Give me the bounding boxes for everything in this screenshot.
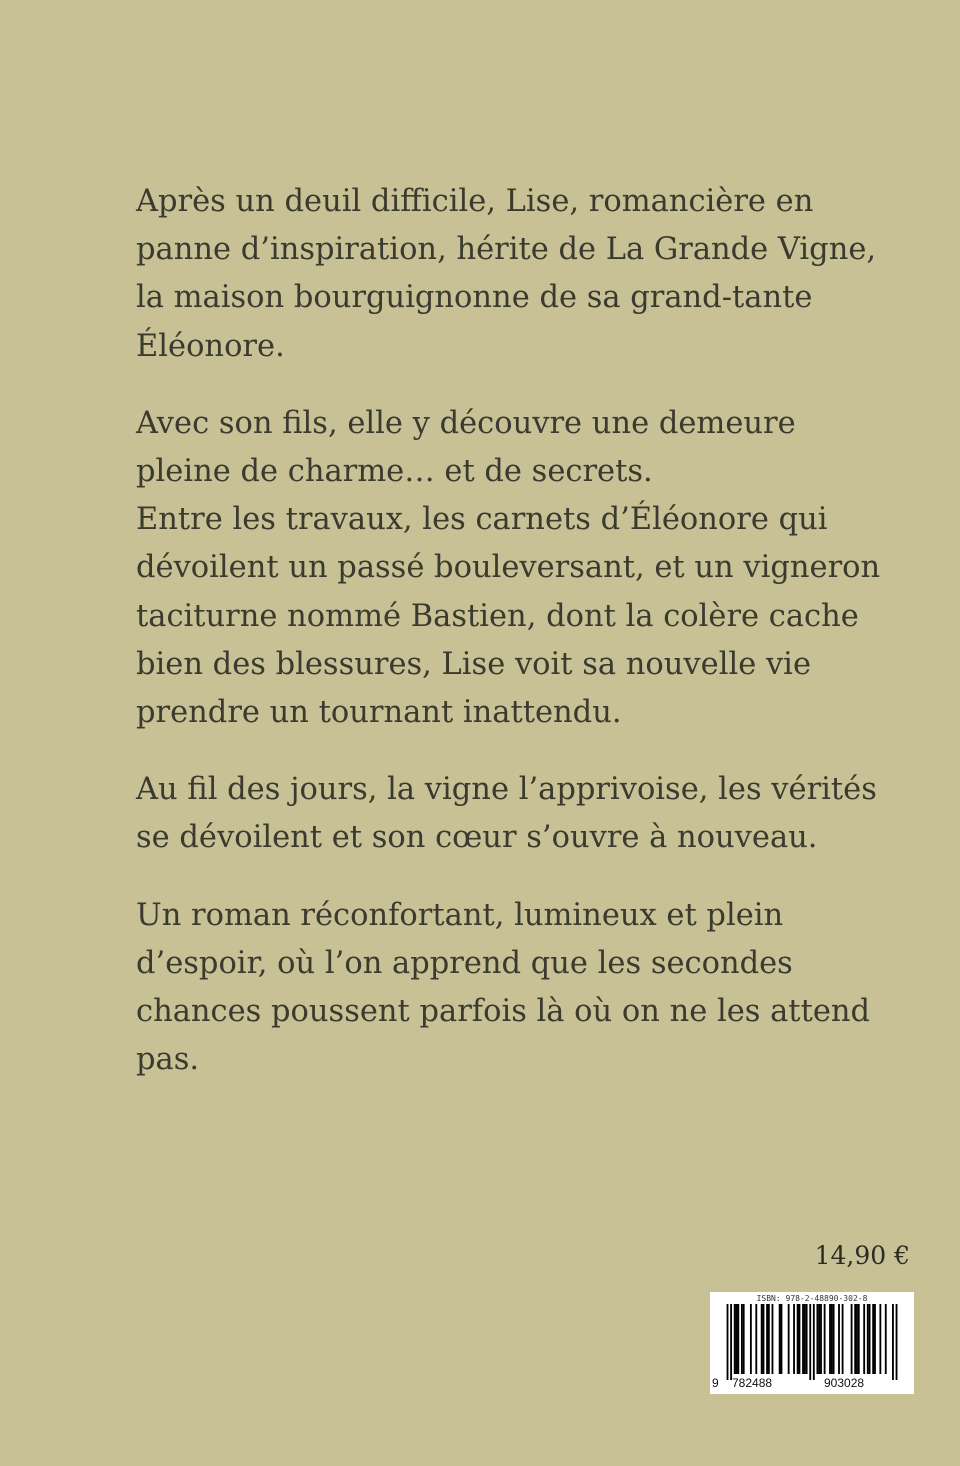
barcode-bar xyxy=(788,1304,790,1374)
blurb-line: Après un deuil difficile, Lise, romancière en xyxy=(136,184,814,219)
barcode-bar xyxy=(755,1304,757,1374)
blurb-paragraph-2 xyxy=(136,400,881,737)
barcode-bar xyxy=(863,1304,865,1374)
barcode-bar xyxy=(793,1304,795,1374)
blurb-line: bien des blessures, Lise voit sa nouvelle vie xyxy=(136,646,811,682)
back-cover-blurb xyxy=(136,178,881,1113)
barcode-bar xyxy=(730,1304,732,1380)
barcode-bar xyxy=(820,1304,822,1374)
barcode-bar xyxy=(768,1304,770,1374)
barcode-bar xyxy=(779,1304,781,1374)
barcode-bar xyxy=(885,1304,887,1374)
blurb-line: chances poussent parfois là où on ne les attend xyxy=(136,994,871,1030)
barcode-left-digits: 782488 xyxy=(732,1376,773,1390)
barcode-bar xyxy=(854,1304,856,1374)
barcode-bar xyxy=(806,1304,808,1374)
barcode-bar xyxy=(869,1304,871,1374)
barcode-right-digits: 903028 xyxy=(824,1376,865,1390)
barcode-bar xyxy=(743,1304,745,1374)
isbn-label: ISBN: 978-2-48890-302-8 xyxy=(756,1294,868,1303)
blurb-paragraph-4 xyxy=(136,892,876,1085)
barcode-bar xyxy=(872,1304,874,1374)
barcode-bar xyxy=(741,1304,743,1374)
barcode-bar xyxy=(727,1304,729,1380)
blurb-line: Au fil des jours, la vigne l’apprivoise, les vérités xyxy=(136,772,877,808)
barcode-bar xyxy=(831,1304,833,1374)
barcode-bar xyxy=(737,1304,739,1374)
barcode-bar xyxy=(874,1304,876,1374)
blurb-line: d’espoir, où l’on apprend que les secondes xyxy=(136,945,793,981)
barcode-bar xyxy=(824,1304,826,1374)
barcode-bar xyxy=(867,1304,869,1374)
blurb-line: Entre les travaux, les carnets d’Éléonore qui xyxy=(136,502,828,538)
blurb-paragraph-3 xyxy=(136,766,876,862)
blurb-line: se dévoilent et son cœur s’ouvre à nouveau. xyxy=(136,820,818,856)
blurb-line: Un roman réconfortant, lumineux et plein xyxy=(136,897,784,933)
blurb-line: prendre un tournant inattendu. xyxy=(136,695,622,731)
blurb-line: la maison bourguignonne de sa grand-tante xyxy=(136,280,813,316)
barcode-bar xyxy=(838,1304,840,1374)
barcode-bar xyxy=(761,1304,763,1374)
price-label: 14,90 € xyxy=(814,1241,910,1270)
barcode-bar xyxy=(816,1304,818,1374)
barcode-lead-digit: 9 xyxy=(712,1376,719,1390)
blurb-paragraph-1 xyxy=(136,178,876,371)
blurb-line: panne d’inspiration, hérite de La Grande Vigne, xyxy=(136,232,877,268)
barcode-bar xyxy=(842,1304,844,1374)
barcode-bar xyxy=(856,1304,858,1374)
barcode-bar xyxy=(813,1304,815,1380)
blurb-line: pleine de charme… et de secrets. xyxy=(136,454,653,490)
barcode-bar xyxy=(802,1304,804,1374)
barcode-bar xyxy=(763,1304,765,1374)
barcode-bars xyxy=(714,1304,910,1380)
blurb-line: dévoilent un passé bouleversant, et un vigneron xyxy=(136,550,881,586)
blurb-line: taciturne nommé Bastien, dont la colère cache xyxy=(136,598,859,634)
barcode-bar xyxy=(797,1304,799,1374)
barcode-bar xyxy=(804,1304,806,1374)
isbn-barcode xyxy=(710,1292,914,1394)
barcode-bar xyxy=(750,1304,752,1374)
barcode-bar xyxy=(851,1304,853,1374)
barcode-bar xyxy=(781,1304,783,1374)
barcode-bar xyxy=(734,1304,736,1374)
barcode-bar xyxy=(892,1304,894,1380)
barcode-bar xyxy=(766,1304,768,1374)
barcode-bar xyxy=(879,1304,881,1374)
barcode-bar xyxy=(799,1304,801,1374)
barcode-bar xyxy=(809,1304,811,1380)
barcode-bar xyxy=(833,1304,835,1374)
blurb-line: Éléonore. xyxy=(136,328,285,364)
barcode-bar xyxy=(829,1304,831,1374)
barcode-bar xyxy=(736,1304,738,1374)
barcode-bar xyxy=(772,1304,774,1374)
barcode-bar xyxy=(818,1304,820,1374)
barcode-bar xyxy=(896,1304,898,1380)
blurb-line: pas. xyxy=(136,1042,200,1078)
blurb-line: Avec son fils, elle y découvre une demeure xyxy=(136,405,796,441)
barcode-bar xyxy=(858,1304,860,1374)
